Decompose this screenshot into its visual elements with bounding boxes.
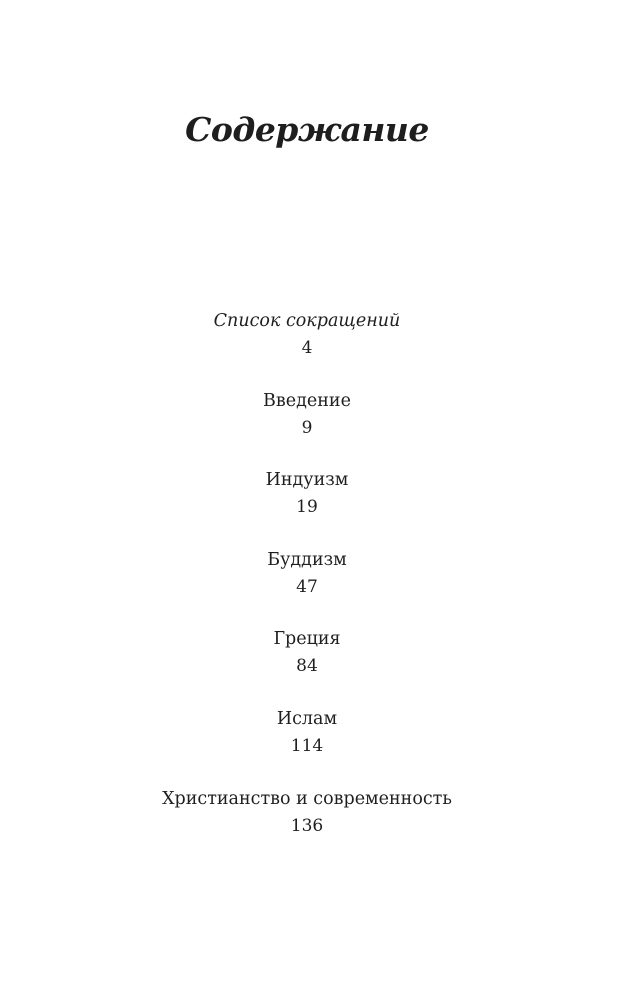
toc-entry-page-number: 4 [301,338,313,358]
toc-entry-abbreviations [0,307,614,387]
toc-entry-greece [0,625,614,705]
table-of-contents [0,307,614,864]
toc-entry-label: Ислам [276,708,338,729]
toc-entry-page-number: 114 [290,735,324,756]
toc-entry-page-number: 9 [301,417,313,438]
toc-entry-label: Индуизм [265,470,349,491]
toc-entry-page-number: 84 [296,656,318,677]
toc-entry-islam [0,705,614,785]
toc-entry-page-number: 136 [290,815,324,836]
toc-entry-hinduism [0,466,614,546]
page-title: Содержание [185,110,429,149]
toc-entry-introduction [0,387,614,467]
toc-entry-page-number: 47 [296,576,318,597]
toc-entry-label: Христианство и современность [162,788,452,809]
toc-entry-label: Буддизм [267,549,347,570]
toc-entry-label: Введение [263,390,351,411]
toc-entry-label: Список сокращений [213,311,401,331]
toc-entry-buddhism [0,546,614,626]
toc-entry-page-number: 19 [296,497,318,518]
toc-entry-christianity-and-modernity [0,785,614,865]
toc-entry-label: Греция [273,629,341,650]
